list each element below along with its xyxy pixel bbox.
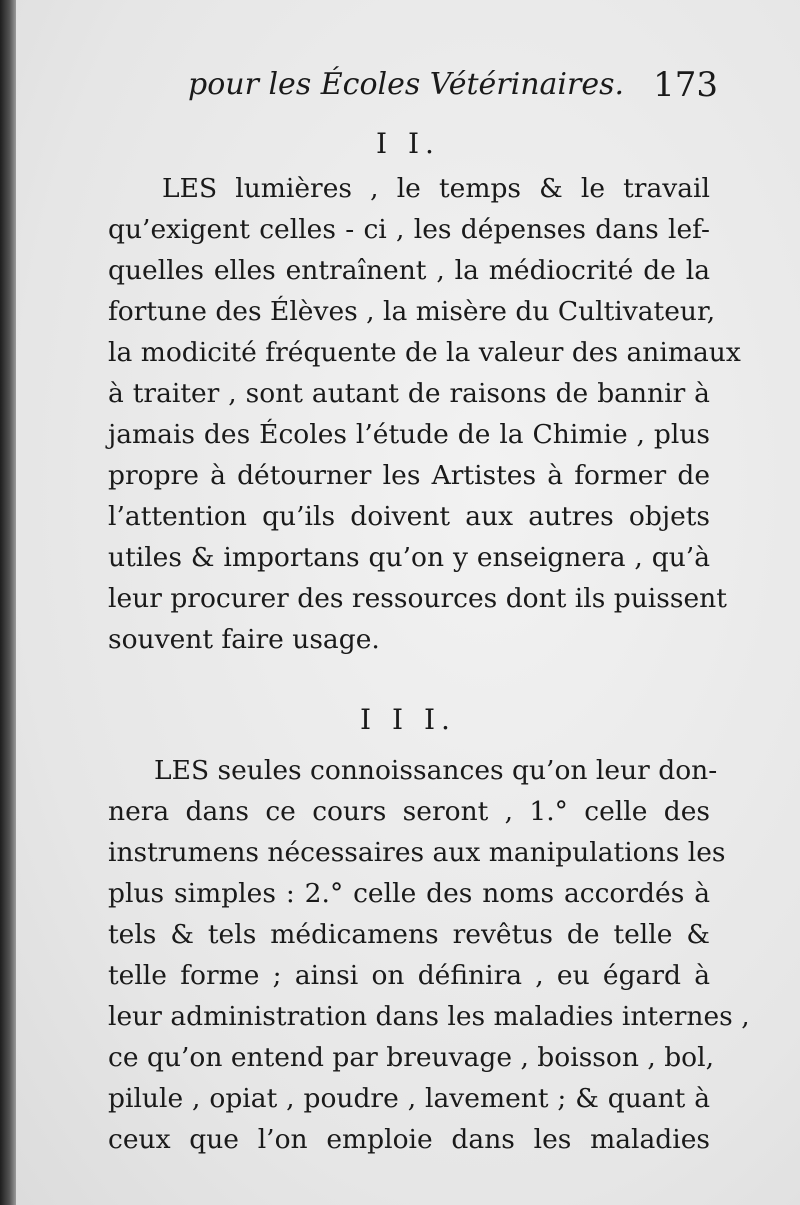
text-line: fortune des Élèves , la misère du Cultivateur, bbox=[108, 296, 716, 327]
text-line: jamais des Écoles l’étude de la Chimie , plus bbox=[108, 419, 710, 450]
text-line: propre à détourner les Artistes à former de bbox=[108, 460, 710, 491]
text-line: la modicité fréquente de la valeur des animaux bbox=[108, 337, 741, 368]
book-spine-shadow bbox=[0, 0, 16, 1205]
text-line: quelles elles entraînent , la médiocrité de la bbox=[108, 255, 710, 286]
text-line: qu’exigent celles - ci , les dépenses dans lef- bbox=[108, 214, 710, 245]
text-line: plus simples : 2.° celle des noms accordés à bbox=[108, 878, 710, 909]
section-heading-3: I I I. bbox=[360, 703, 456, 736]
section-3-body bbox=[108, 750, 750, 1160]
page-header bbox=[188, 62, 718, 112]
section-heading-2: I I. bbox=[376, 127, 440, 160]
text-line: utiles & importans qu’on y enseignera , qu’à bbox=[108, 542, 710, 573]
text-line: tels & tels médicamens revêtus de telle & bbox=[108, 919, 710, 950]
text-line: ceux que l’on emploie dans les maladies bbox=[108, 1124, 710, 1155]
text-line: pilule , opiat , poudre , lavement ; & quant à bbox=[108, 1083, 710, 1114]
section-2-body bbox=[108, 168, 741, 660]
text-line: nera dans ce cours seront , 1.° celle des bbox=[108, 796, 710, 827]
page-number: 173 bbox=[653, 65, 718, 105]
text-line: souvent faire usage. bbox=[108, 624, 380, 655]
text-line: LES seules connoissances qu’on leur don- bbox=[154, 755, 718, 786]
text-line: ce qu’on entend par breuvage , boisson , bol, bbox=[108, 1042, 715, 1073]
text-line: LES lumières , le temps & le travail bbox=[162, 173, 710, 204]
text-line: leur procurer des ressources dont ils puissent bbox=[108, 583, 727, 614]
text-line: instrumens nécessaires aux manipulations les bbox=[108, 837, 726, 868]
text-line: l’attention qu’ils doivent aux autres objets bbox=[108, 501, 710, 532]
text-line: leur administration dans les maladies internes , bbox=[108, 1001, 750, 1032]
running-title: pour les Écoles Vétérinaires. bbox=[188, 67, 625, 102]
text-line: telle forme ; ainsi on définira , eu égard à bbox=[108, 960, 710, 991]
text-line: à traiter , sont autant de raisons de bannir à bbox=[108, 378, 710, 409]
